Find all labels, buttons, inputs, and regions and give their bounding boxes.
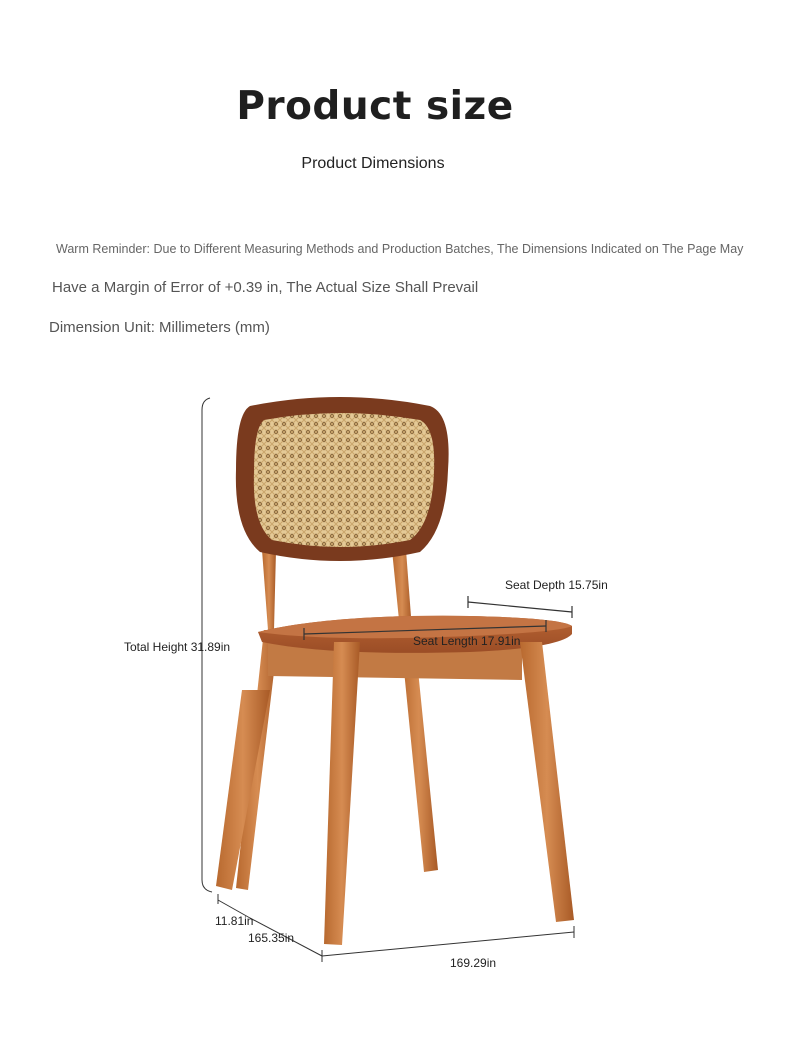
dimension-label-c: 169.29in	[450, 956, 497, 970]
seat-depth-label: Seat Depth 15.75in	[505, 578, 608, 592]
seat-depth-line	[468, 596, 572, 618]
backrest	[236, 397, 449, 561]
total-height-label: Total Height 31.89in	[124, 640, 231, 654]
reminder-text-line-1: Warm Reminder: Due to Different Measuring Methods and Production Batches, The Dimensions Indicated on The Page May	[56, 242, 744, 256]
front-leg-left	[324, 642, 360, 945]
rear-leg-right	[392, 550, 438, 872]
seat-length-label: Seat Length 17.91in	[413, 634, 521, 648]
chair-illustration	[0, 380, 790, 980]
front-leg-right	[520, 642, 574, 922]
dimension-unit-text: Dimension Unit: Millimeters (mm)	[49, 319, 270, 336]
reminder-text-line-2: Have a Margin of Error of +0.39 in, The Actual Size Shall Prevail	[52, 279, 479, 296]
page-title: Product size	[236, 84, 514, 129]
page-subtitle: Product Dimensions	[301, 155, 445, 172]
dimension-label-b: 165.35in	[248, 931, 295, 945]
bottom-dimension-lines	[218, 894, 574, 962]
dimension-label-a: 11.81in	[215, 914, 254, 928]
